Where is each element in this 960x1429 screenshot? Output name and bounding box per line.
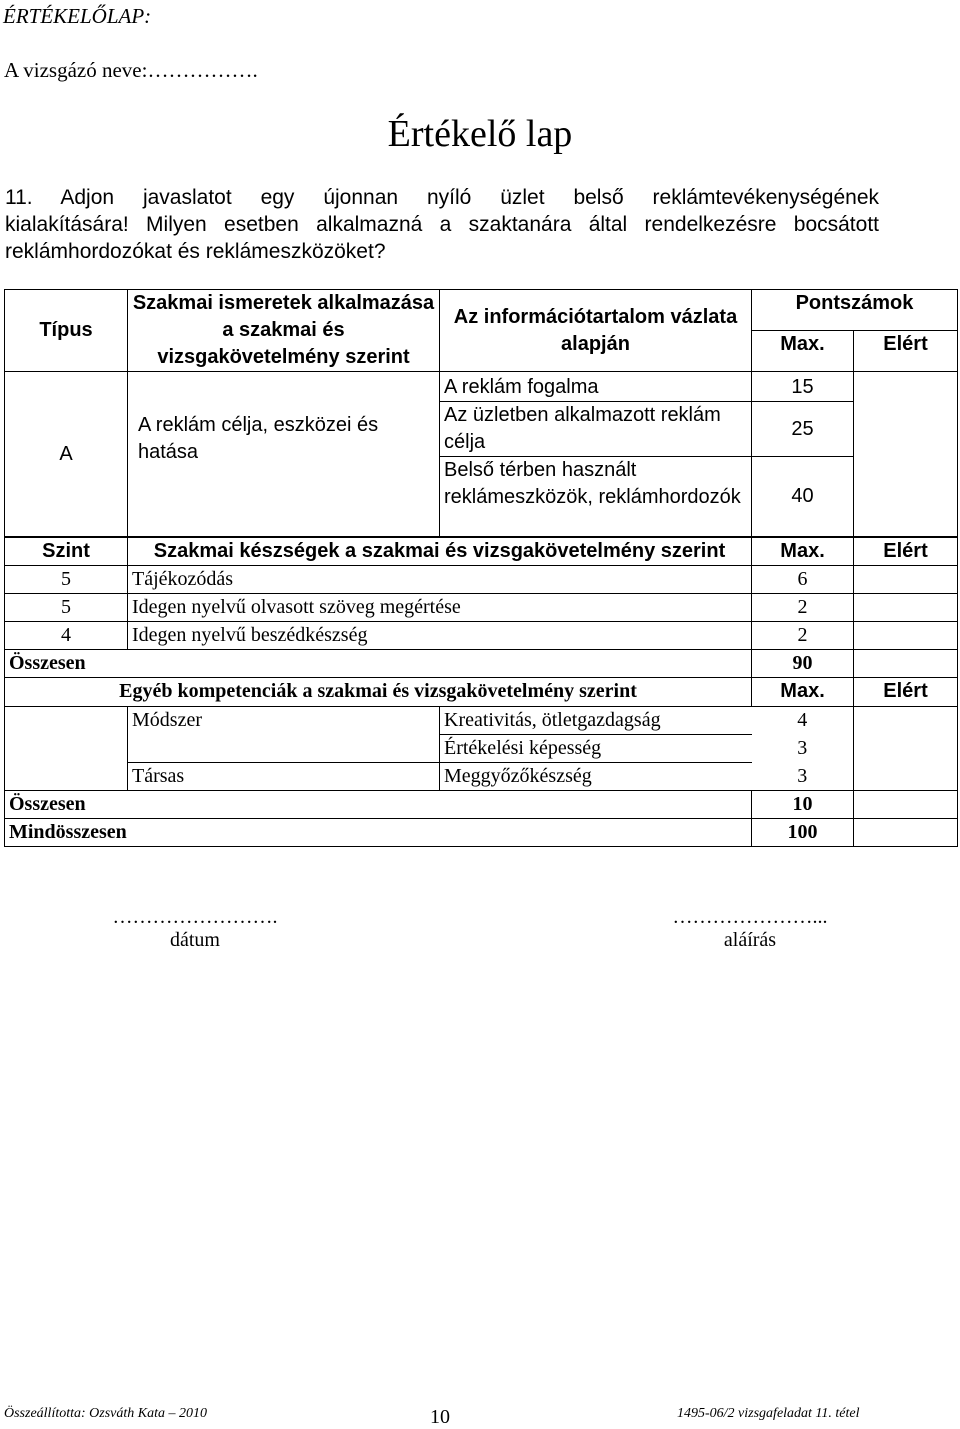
footer-author: Összeállította: Ozsváth Kata – 2010 xyxy=(4,1406,208,1421)
skill-max: 2 xyxy=(752,594,854,622)
skill-name: Idegen nyelvű beszédkészség xyxy=(128,622,752,650)
blank-cell xyxy=(5,763,128,791)
skill-max: 2 xyxy=(752,622,854,650)
task-line: kialakítására! Milyen esetben alkalmazná a szaktanára által rendelkezésre bocsátott xyxy=(5,213,879,236)
col-knowledge-header: Szakmai ismeretek alkalmazása a szakmai és vizsgakövetelmény szerint xyxy=(128,290,440,372)
type-cell: A xyxy=(5,372,128,537)
skills-achieved-header: Elért xyxy=(854,538,958,566)
col-points-header: Pontszámok xyxy=(752,290,958,331)
max-points: 25 xyxy=(752,402,854,457)
subtotal-label: Összesen xyxy=(5,650,752,678)
subtotal-achieved[interactable] xyxy=(854,791,958,819)
candidate-name-line: A vizsgázó neve:……………. xyxy=(4,58,258,82)
competency-group: Módszer xyxy=(128,707,440,735)
skills-title: Szakmai készségek a szakmai és vizsgakövetelmény szerint xyxy=(128,538,752,566)
competency-max: 4 xyxy=(797,709,808,731)
col-achieved-header: Elért xyxy=(854,331,958,372)
page-number: 10 xyxy=(430,1406,450,1428)
info-row: Az üzletben alkalmazott reklám célja xyxy=(440,402,752,457)
date-signature-block xyxy=(70,906,320,952)
competency-name: Értékelési képesség xyxy=(440,735,752,763)
signature-label: aláírás xyxy=(723,929,777,951)
signature-block xyxy=(620,906,880,952)
skills-level-header: Szint xyxy=(5,538,128,566)
task-line: reklámhordozókat és reklámeszközöket? xyxy=(5,240,386,263)
knowledge-table xyxy=(4,289,958,537)
subtotal-label: Összesen xyxy=(5,791,752,819)
skill-name: Idegen nyelvű olvasott szöveg megértése xyxy=(128,594,752,622)
subtotal-value: 90 xyxy=(752,650,854,678)
form-header: ÉRTÉKELŐLAP: xyxy=(3,4,152,28)
competency-achieved[interactable] xyxy=(854,707,958,791)
competency-max: 3 xyxy=(797,736,808,759)
other-achieved-header: Elért xyxy=(854,678,958,707)
info-row: A reklám fogalma xyxy=(440,372,752,402)
task-line: 11. Adjon javaslatot egy újonnan nyíló üzlet belső reklámtevékenységének xyxy=(5,186,879,209)
other-max-header: Max. xyxy=(752,678,854,707)
date-label: dátum xyxy=(170,929,220,951)
subtotal-achieved[interactable] xyxy=(854,650,958,678)
grand-total-label: Mindösszesen xyxy=(5,819,752,847)
task-description xyxy=(5,184,879,265)
competency-group xyxy=(128,735,440,763)
skill-max: 6 xyxy=(752,566,854,594)
skill-achieved[interactable] xyxy=(854,566,958,594)
col-max-header: Max. xyxy=(752,331,854,372)
skill-achieved[interactable] xyxy=(854,622,958,650)
topic-cell: A reklám célja, eszközei és hatása xyxy=(128,372,440,537)
blank-cell xyxy=(5,735,128,763)
competency-group: Társas xyxy=(128,763,440,791)
max-points: 15 xyxy=(752,372,854,402)
competency-name: Meggyőzőkészség xyxy=(440,763,752,791)
info-row: Belső térben használt reklámeszközök, reklámhordozók xyxy=(440,457,752,537)
skill-level: 5 xyxy=(5,594,128,622)
other-competencies-title: Egyéb kompetenciák a szakmai és vizsgakövetelmény szerint xyxy=(5,678,752,707)
blank-cell xyxy=(5,707,128,735)
page-title: Értékelő lap xyxy=(387,113,573,155)
col-info-header: Az információtartalom vázlata alapján xyxy=(440,290,752,372)
col-type-header: Típus xyxy=(5,290,128,372)
subtotal-value: 10 xyxy=(752,791,854,819)
grand-total-value: 100 xyxy=(752,819,854,847)
max-points: 40 xyxy=(752,457,854,537)
competency-max: 3 xyxy=(797,764,808,787)
skill-level: 4 xyxy=(5,622,128,650)
skills-max-header: Max. xyxy=(752,538,854,566)
competency-name: Kreativitás, ötletgazdagság xyxy=(440,707,752,735)
achieved-cell[interactable] xyxy=(854,372,958,537)
skills-table xyxy=(4,537,958,847)
skill-name: Tájékozódás xyxy=(128,566,752,594)
grand-total-achieved[interactable] xyxy=(854,819,958,847)
date-dots: ……………………. xyxy=(112,906,278,928)
signature-dots: …………………... xyxy=(672,906,828,928)
footer-task-id: 1495-06/2 vizsgafeladat 11. tétel xyxy=(677,1406,860,1421)
skill-achieved[interactable] xyxy=(854,594,958,622)
skill-level: 5 xyxy=(5,566,128,594)
